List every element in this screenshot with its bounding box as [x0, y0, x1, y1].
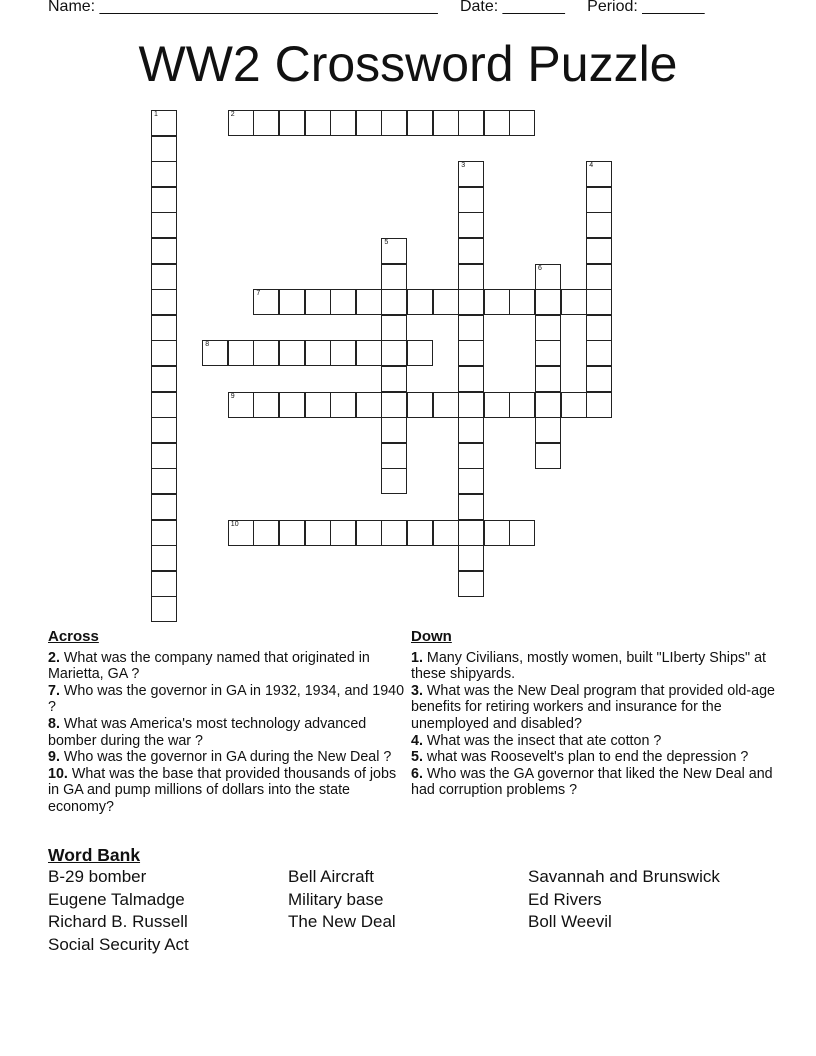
grid-cell[interactable] [381, 110, 407, 136]
grid-cell[interactable] [253, 340, 279, 366]
grid-cell[interactable] [151, 417, 177, 443]
clue-number: 5 [384, 239, 389, 246]
grid-cell[interactable] [458, 392, 484, 418]
grid-cell[interactable] [356, 392, 382, 418]
grid-cell[interactable] [509, 392, 535, 418]
clue-number: 10 [230, 520, 239, 528]
word-bank-item: The New Deal [288, 912, 396, 932]
grid-cell[interactable] [381, 443, 407, 469]
grid-cell[interactable] [458, 289, 484, 315]
grid-cell[interactable] [586, 161, 612, 187]
grid-cell[interactable] [458, 161, 484, 187]
grid-cell[interactable] [356, 520, 382, 546]
grid-cell[interactable] [279, 340, 305, 366]
grid-cell[interactable] [381, 289, 407, 315]
grid-cell[interactable] [151, 545, 177, 571]
grid-cell[interactable] [151, 392, 177, 418]
grid-cell[interactable] [484, 110, 510, 136]
grid-cell[interactable] [253, 392, 279, 418]
grid-cell[interactable] [458, 366, 484, 392]
grid-cell[interactable] [535, 264, 561, 290]
grid-cell[interactable] [151, 212, 177, 238]
grid-cell[interactable] [458, 110, 484, 136]
grid-cell[interactable] [381, 366, 407, 392]
word-bank-item: Richard B. Russell [48, 912, 188, 932]
grid-cell[interactable] [228, 392, 254, 418]
clue-text: What was the insect that ate cotton ? [422, 732, 662, 749]
across-clues [48, 629, 410, 816]
grid-cell[interactable] [151, 238, 177, 264]
grid-cell[interactable] [356, 289, 382, 315]
grid-cell[interactable] [330, 520, 356, 546]
grid-cell[interactable] [202, 340, 228, 366]
grid-cell[interactable] [535, 315, 561, 341]
grid-cell[interactable] [305, 289, 331, 315]
grid-cell[interactable] [151, 264, 177, 290]
grid-cell[interactable] [407, 520, 433, 546]
clue-text: What was the New Deal program that provided old-age benefits for retiring workers and insurance for the unemployed and disabled? [411, 682, 775, 732]
clue-number: 3 [461, 162, 466, 170]
grid-cell[interactable] [330, 289, 356, 315]
grid-cell[interactable] [253, 520, 279, 546]
grid-cell[interactable] [561, 392, 587, 418]
word-bank-item: B-29 bomber [48, 867, 147, 886]
clue-text: Many Civilians, mostly women, built "LIberty Ships" at these shipyards. [411, 649, 767, 683]
down-clues [411, 629, 781, 799]
grid-cell[interactable] [305, 110, 331, 136]
clue-number: 5. [411, 749, 423, 766]
grid-cell[interactable] [535, 366, 561, 392]
clue-number: 9. [48, 749, 60, 766]
grid-cell[interactable] [253, 289, 279, 315]
page-title: WW2 Crossword Puzzle [138, 36, 678, 92]
grid-cell[interactable] [151, 340, 177, 366]
grid-cell[interactable] [381, 417, 407, 443]
grid-cell[interactable] [433, 110, 459, 136]
grid-cell[interactable] [151, 366, 177, 392]
grid-cell[interactable] [586, 187, 612, 213]
grid-cell[interactable] [305, 392, 331, 418]
grid-cell[interactable] [279, 110, 305, 136]
clue-text: What was the company named that originated in Marietta, GA ? [48, 649, 370, 683]
down-clue [411, 766, 781, 799]
grid-cell[interactable] [151, 571, 177, 597]
word-bank-item: Ed Rivers [528, 889, 602, 909]
clue-text: what was Roosevelt's plan to end the depression ? [422, 749, 749, 766]
grid-cell[interactable] [586, 366, 612, 392]
grid-cell[interactable] [535, 392, 561, 418]
grid-cell[interactable] [458, 238, 484, 264]
grid-cell[interactable] [458, 264, 484, 290]
clue-number: 8. [48, 715, 60, 732]
grid-cell[interactable] [535, 443, 561, 469]
clue-number: 7 [256, 290, 261, 298]
grid-cell[interactable] [458, 494, 484, 520]
grid-cell[interactable] [151, 289, 177, 315]
grid-cell[interactable] [535, 417, 561, 443]
grid-cell[interactable] [407, 110, 433, 136]
grid-cell[interactable] [586, 212, 612, 238]
grid-cell[interactable] [381, 238, 407, 264]
grid-cell[interactable] [458, 340, 484, 366]
grid-cell[interactable] [433, 392, 459, 418]
grid-cell[interactable] [433, 289, 459, 315]
grid-cell[interactable] [381, 468, 407, 494]
grid-cell[interactable] [458, 468, 484, 494]
across-clue [48, 749, 410, 766]
grid-cell[interactable] [151, 187, 177, 213]
clue-number: 2. [48, 649, 60, 666]
word-bank-item: Bell Aircraft [288, 867, 374, 886]
clue-text: Who was the governor in GA in 1932, 1934, and 1940 ? [48, 682, 405, 716]
word-bank-title: Word Bank [48, 845, 141, 865]
grid-cell[interactable] [535, 289, 561, 315]
across-clue [48, 716, 410, 749]
grid-cell[interactable] [586, 289, 612, 315]
clue-text: What was America's most technology advanced bomber during the war ? [48, 715, 367, 749]
clue-number: 3. [411, 682, 423, 699]
clue-number: 1. [411, 649, 423, 666]
clue-text: Who was the governor in GA during the New Deal ? [59, 749, 392, 766]
grid-cell[interactable] [305, 520, 331, 546]
clue-number: 2 [230, 111, 235, 118]
clue-text: Who was the GA governor that liked the New Deal and had corruption problems ? [411, 765, 773, 799]
grid-cell[interactable] [356, 110, 382, 136]
grid-cell[interactable] [381, 264, 407, 290]
grid-cell[interactable] [279, 289, 305, 315]
grid-cell[interactable] [228, 520, 254, 546]
across-heading: Across [48, 628, 99, 645]
grid-cell[interactable] [433, 520, 459, 546]
grid-cell[interactable] [509, 520, 535, 546]
grid-cell[interactable] [561, 289, 587, 315]
grid-cell[interactable] [381, 392, 407, 418]
grid-cell[interactable] [458, 545, 484, 571]
grid-cell[interactable] [305, 340, 331, 366]
clue-number: 10. [48, 765, 68, 782]
grid-cell[interactable] [509, 110, 535, 136]
crossword-grid [151, 110, 621, 630]
word-bank-item: Eugene Talmadge [48, 889, 185, 909]
grid-cell[interactable] [509, 289, 535, 315]
grid-cell[interactable] [151, 161, 177, 187]
grid-cell[interactable] [151, 315, 177, 341]
grid-cell[interactable] [151, 136, 177, 162]
grid-cell[interactable] [151, 468, 177, 494]
grid-cell[interactable] [151, 443, 177, 469]
grid-cell[interactable] [458, 443, 484, 469]
clue-number: 9 [230, 392, 235, 400]
grid-cell[interactable] [381, 520, 407, 546]
down-heading: Down [411, 628, 452, 645]
clue-number: 4. [411, 732, 423, 749]
grid-cell[interactable] [151, 520, 177, 546]
clue-number: 4 [589, 162, 594, 170]
grid-cell[interactable] [458, 417, 484, 443]
grid-cell[interactable] [279, 520, 305, 546]
word-bank-item: Savannah and Brunswick [528, 867, 720, 886]
across-clue [48, 766, 410, 816]
grid-cell[interactable] [228, 110, 254, 136]
student-info-fields: Name: ______________________________________ Date: _______ Period: _______ [48, 0, 705, 15]
clue-number: 6. [411, 765, 423, 782]
down-clue [411, 650, 781, 683]
grid-cell[interactable] [586, 392, 612, 418]
grid-cell[interactable] [535, 340, 561, 366]
grid-cell[interactable] [151, 494, 177, 520]
grid-cell[interactable] [381, 340, 407, 366]
clue-number: 6 [538, 264, 542, 272]
grid-cell[interactable] [381, 315, 407, 341]
down-clue [411, 683, 781, 733]
grid-cell[interactable] [458, 571, 484, 597]
grid-cell[interactable] [484, 520, 510, 546]
across-clue [48, 683, 410, 716]
grid-cell[interactable] [330, 340, 356, 366]
grid-cell[interactable] [151, 110, 177, 136]
clue-number: 1 [154, 111, 158, 118]
grid-cell[interactable] [586, 340, 612, 366]
grid-cell[interactable] [458, 187, 484, 213]
grid-cell[interactable] [484, 289, 510, 315]
across-clue [48, 650, 410, 683]
grid-cell[interactable] [279, 392, 305, 418]
clue-number: 7. [48, 682, 60, 699]
grid-cell[interactable] [458, 520, 484, 546]
grid-cell[interactable] [151, 596, 177, 622]
clue-number: 8 [205, 341, 210, 349]
grid-cell[interactable] [458, 212, 484, 238]
grid-cell[interactable] [407, 340, 433, 366]
grid-cell[interactable] [586, 264, 612, 290]
grid-cell[interactable] [253, 110, 279, 136]
grid-cell[interactable] [330, 392, 356, 418]
word-bank-item: Social Security Act [48, 935, 189, 955]
grid-cell[interactable] [407, 392, 433, 418]
grid-cell[interactable] [586, 315, 612, 341]
grid-cell[interactable] [484, 392, 510, 418]
grid-cell[interactable] [458, 315, 484, 341]
clue-text: What was the base that provided thousands of jobs in GA and pump millions of dollars into the state economy? [48, 765, 397, 815]
word-bank-item: Military base [288, 889, 384, 909]
word-bank-item: Boll Weevil [528, 912, 612, 932]
grid-cell[interactable] [228, 340, 254, 366]
down-clue [411, 733, 781, 750]
grid-cell[interactable] [330, 110, 356, 136]
grid-cell[interactable] [356, 340, 382, 366]
grid-cell[interactable] [586, 238, 612, 264]
grid-cell[interactable] [407, 289, 433, 315]
down-clue [411, 749, 781, 766]
